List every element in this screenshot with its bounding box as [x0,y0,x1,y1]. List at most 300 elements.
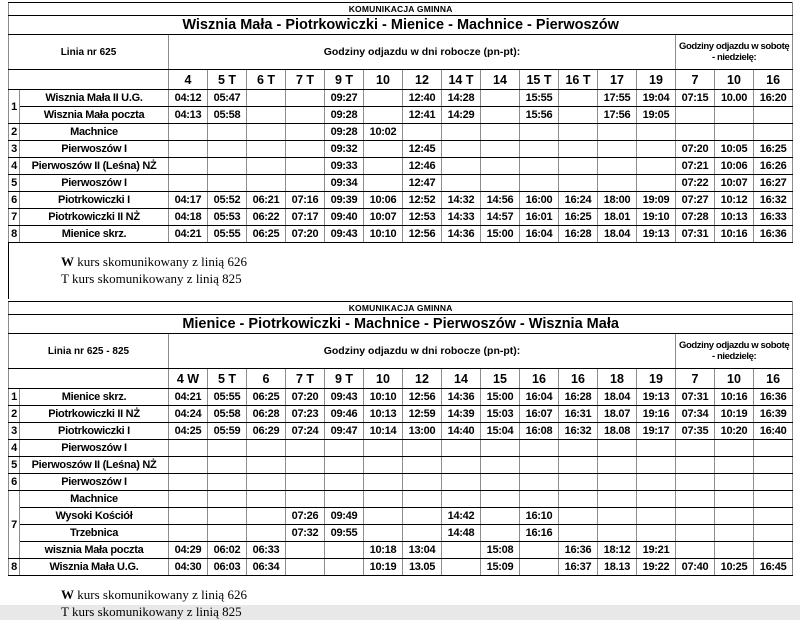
stop-name: Pierwoszów II (Leśna) NŻ [20,158,169,175]
time-cell [286,440,325,457]
time-cell: 07:24 [286,423,325,440]
time-cell [403,508,442,525]
time-cell [676,542,715,559]
time-cell: 06:22 [247,209,286,226]
time-cell: 18:12 [598,542,637,559]
route-title-row [9,315,793,334]
row-number: 8 [9,559,20,576]
time-cell: 16:04 [520,389,559,406]
gmina-banner: KOMUNIKACJA GMINNA [9,302,793,315]
stop-row [9,124,793,141]
time-cell [520,542,559,559]
hour-header: 9 T [325,369,364,389]
stop-row [9,525,793,542]
time-cell [247,440,286,457]
stop-row [9,389,793,406]
time-cell: 16:00 [520,192,559,209]
time-cell: 07:32 [286,525,325,542]
stop-row [9,192,793,209]
time-cell: 18:00 [598,192,637,209]
stop-row [9,175,793,192]
time-cell: 18.01 [598,209,637,226]
time-cell [637,158,676,175]
time-cell: 18.07 [598,406,637,423]
time-cell [169,508,208,525]
time-cell: 16:33 [754,209,793,226]
time-cell [247,474,286,491]
time-cell: 19:09 [637,192,676,209]
row-number: 1 [9,90,20,124]
route-title: Wisznia Mała - Piotrkowiczki - Mienice - Machnice - Pierwoszów [9,16,793,35]
time-cell [208,491,247,508]
time-cell: 06:33 [247,542,286,559]
time-cell: 05:52 [208,192,247,209]
hour-header: 19 [637,369,676,389]
time-cell [559,90,598,107]
time-cell [286,542,325,559]
time-cell: 19:16 [637,406,676,423]
time-cell: 14:32 [442,192,481,209]
stop-row [9,423,793,440]
stop-row [9,559,793,576]
time-cell: 16:25 [559,209,598,226]
time-cell [403,491,442,508]
time-cell: 19:13 [637,226,676,243]
time-cell [676,124,715,141]
hours-header-row [9,70,793,90]
time-cell: 09:34 [325,175,364,192]
time-cell: 09:46 [325,406,364,423]
footnote-text: kurs skomunikowany z linią 825 [68,604,242,619]
hour-header: 18 [598,369,637,389]
time-cell [403,525,442,542]
row-number: 7 [9,491,20,559]
line-number-label: Linia nr 625 - 825 [9,334,169,369]
time-cell: 14:48 [442,525,481,542]
time-cell: 06:34 [247,559,286,576]
footnote-text: kurs skomunikowany z linią 626 [74,254,247,269]
time-cell [637,508,676,525]
time-cell [169,158,208,175]
time-cell: 19:21 [637,542,676,559]
time-cell [169,491,208,508]
time-cell [676,457,715,474]
footnote-symbol: T [61,271,69,286]
stop-name: Pierwoszów II (Leśna) NŻ [20,457,169,474]
time-cell [169,525,208,542]
hour-header: 6 T [247,70,286,90]
time-cell: 10:13 [364,406,403,423]
corner-empty [9,70,169,90]
time-cell [364,457,403,474]
time-cell [169,457,208,474]
time-cell [247,141,286,158]
time-cell: 15:00 [481,226,520,243]
time-cell: 15:03 [481,406,520,423]
stop-name: Machnice [20,491,169,508]
time-cell [403,440,442,457]
weekend-header [676,334,793,369]
time-cell [208,158,247,175]
time-cell: 13:00 [403,423,442,440]
time-cell: 16:20 [754,90,793,107]
timetable-2 [8,301,793,576]
row-number: 2 [9,124,20,141]
time-cell: 09:49 [325,508,364,525]
time-cell: 04:12 [169,90,208,107]
time-cell [247,508,286,525]
banner-row [9,302,793,315]
time-cell: 12:56 [403,389,442,406]
time-cell [481,457,520,474]
hour-header: 10 [364,369,403,389]
time-cell: 14:29 [442,107,481,124]
time-cell [442,474,481,491]
stop-row [9,542,793,559]
time-cell: 10:16 [715,389,754,406]
time-cell: 10:07 [364,209,403,226]
footnote-text: kurs skomunikowany z linią 626 [74,587,247,602]
time-cell: 10:10 [364,389,403,406]
hour-header: 15 [481,369,520,389]
footnote-text: kurs skomunikowany z linią 825 [68,271,242,286]
time-cell: 12:46 [403,158,442,175]
time-cell: 10:25 [715,559,754,576]
time-cell [247,124,286,141]
time-cell: 10:06 [715,158,754,175]
stop-name: Pierwoszów I [20,175,169,192]
time-cell [754,474,793,491]
time-cell [247,491,286,508]
time-cell [754,107,793,124]
time-cell: 10:20 [715,423,754,440]
time-cell [325,559,364,576]
footnote-symbol: T [61,604,69,619]
time-cell: 05:59 [208,423,247,440]
time-cell [169,440,208,457]
time-cell: 12:59 [403,406,442,423]
weekend-header-line: - niedzielę: [711,351,757,362]
time-cell: 04:21 [169,389,208,406]
time-cell [325,457,364,474]
time-cell [481,158,520,175]
stop-name: Piotrkowiczki I [20,423,169,440]
time-cell: 15:08 [481,542,520,559]
row-number: 6 [9,474,20,491]
time-cell [403,124,442,141]
hour-header: 14 [481,70,520,90]
time-cell: 17:56 [598,107,637,124]
row-number: 5 [9,175,20,192]
time-cell: 12:56 [403,226,442,243]
stop-name: Machnice [20,124,169,141]
time-cell [442,175,481,192]
time-cell [520,474,559,491]
stop-row [9,209,793,226]
time-cell [520,440,559,457]
time-cell: 07:40 [676,559,715,576]
time-cell: 07:27 [676,192,715,209]
time-cell [481,124,520,141]
time-cell: 19:22 [637,559,676,576]
time-cell [403,474,442,491]
time-cell: 09:40 [325,209,364,226]
time-cell [637,525,676,542]
time-cell [598,508,637,525]
time-cell [637,124,676,141]
time-cell: 16:26 [754,158,793,175]
time-cell: 07:34 [676,406,715,423]
stop-name: Pierwoszów I [20,440,169,457]
footnotes-2 [8,586,792,620]
time-cell: 09:33 [325,158,364,175]
time-cell: 18.04 [598,226,637,243]
time-cell: 07:20 [286,226,325,243]
time-cell: 10:18 [364,542,403,559]
weekend-hour-header: 7 [676,369,715,389]
time-cell: 16:31 [559,406,598,423]
time-cell [754,525,793,542]
time-cell: 16:36 [754,389,793,406]
weekday-header: Godziny odjazdu w dni robocze (pn-pt): [169,334,676,369]
stop-row [9,158,793,175]
time-cell [442,141,481,158]
route-title: Mienice - Piotrkowiczki - Machnice - Pierwoszów - Wisznia Mała [9,315,793,334]
stop-name: Piotrkowiczki II NŻ [20,406,169,423]
stop-row [9,491,793,508]
time-cell [559,124,598,141]
time-cell [754,124,793,141]
time-cell: 15:55 [520,90,559,107]
time-cell [481,491,520,508]
time-cell [481,90,520,107]
weekend-hour-header: 16 [754,369,793,389]
time-cell [364,440,403,457]
time-cell: 04:30 [169,559,208,576]
time-cell [325,491,364,508]
stop-name: Trzebnica [20,525,169,542]
time-cell [520,491,559,508]
time-cell [520,457,559,474]
time-cell [208,525,247,542]
time-cell [715,474,754,491]
row-number: 4 [9,158,20,175]
time-cell: 05:55 [208,226,247,243]
time-cell: 14:56 [481,192,520,209]
time-cell: 06:25 [247,389,286,406]
time-cell: 19:10 [637,209,676,226]
stop-name: Mienice skrz. [20,226,169,243]
time-cell [208,474,247,491]
stop-row [9,508,793,525]
time-cell [481,525,520,542]
time-cell [286,90,325,107]
weekend-hour-header: 7 [676,70,715,90]
time-cell [364,90,403,107]
time-cell: 04:18 [169,209,208,226]
time-cell: 15:00 [481,389,520,406]
time-cell [169,175,208,192]
hour-header: 16 [559,369,598,389]
time-cell [286,175,325,192]
time-cell [676,440,715,457]
time-cell [715,457,754,474]
line-number-label: Linia nr 625 [9,35,169,70]
time-cell: 09:43 [325,389,364,406]
time-cell: 06:02 [208,542,247,559]
footnotes-1 [8,253,792,287]
time-cell: 04:17 [169,192,208,209]
time-cell [598,141,637,158]
time-cell [169,124,208,141]
weekend-hour-header: 10 [715,70,754,90]
row-number: 3 [9,423,20,440]
time-cell: 05:58 [208,107,247,124]
banner-row [9,3,793,16]
hour-header: 7 T [286,369,325,389]
time-cell [442,457,481,474]
time-cell: 16:32 [754,192,793,209]
time-cell: 16:01 [520,209,559,226]
time-cell [325,440,364,457]
hour-header: 7 T [286,70,325,90]
time-cell [637,440,676,457]
time-cell: 19:05 [637,107,676,124]
time-cell: 16:27 [754,175,793,192]
time-cell: 05:47 [208,90,247,107]
time-cell: 10:16 [715,226,754,243]
time-cell [676,508,715,525]
time-cell [247,525,286,542]
time-cell [481,440,520,457]
time-cell [481,175,520,192]
time-cell [325,474,364,491]
time-cell: 09:28 [325,107,364,124]
stop-row [9,90,793,107]
time-cell: 09:47 [325,423,364,440]
time-cell [676,474,715,491]
time-cell: 10:12 [715,192,754,209]
time-cell [715,440,754,457]
footnote-symbol: W [61,587,74,602]
time-cell [286,491,325,508]
stop-row [9,440,793,457]
time-cell [364,474,403,491]
row-number: 6 [9,192,20,209]
stop-name: wisznia Mała poczta [20,542,169,559]
row-number: 5 [9,457,20,474]
stop-name: Wisznia Mała U.G. [20,559,169,576]
time-cell [598,440,637,457]
time-cell [286,141,325,158]
time-cell: 07:20 [676,141,715,158]
time-cell [481,508,520,525]
time-cell [715,124,754,141]
hour-header: 19 [637,70,676,90]
time-cell: 15:56 [520,107,559,124]
time-cell: 10:05 [715,141,754,158]
time-cell: 09:43 [325,226,364,243]
hour-header: 6 [247,369,286,389]
time-cell: 16:36 [754,226,793,243]
weekend-header [676,35,793,70]
scan-edge-line [8,243,9,299]
time-cell [559,474,598,491]
time-cell: 07:22 [676,175,715,192]
time-cell [676,107,715,124]
time-cell: 14:36 [442,389,481,406]
time-cell [559,525,598,542]
time-cell [481,474,520,491]
time-cell [520,559,559,576]
time-cell: 16:28 [559,389,598,406]
time-cell: 16:45 [754,559,793,576]
time-cell: 15:04 [481,423,520,440]
hour-header: 15 T [520,70,559,90]
time-cell: 18.04 [598,389,637,406]
time-cell: 07:20 [286,389,325,406]
time-cell [208,440,247,457]
time-cell [247,175,286,192]
time-cell: 07:15 [676,90,715,107]
time-cell: 10:10 [364,226,403,243]
stop-row [9,457,793,474]
time-cell [637,175,676,192]
row-number: 2 [9,406,20,423]
time-cell: 16:04 [520,226,559,243]
time-cell [442,440,481,457]
time-cell [754,457,793,474]
time-cell [364,141,403,158]
row-number: 1 [9,389,20,406]
time-cell: 12:47 [403,175,442,192]
time-cell [364,175,403,192]
time-cell [442,559,481,576]
time-cell: 18.13 [598,559,637,576]
time-cell: 16:28 [559,226,598,243]
row-number: 4 [9,440,20,457]
timetable-1 [8,2,793,243]
stop-name: Wisznia Mała II U.G. [20,90,169,107]
row-number: 7 [9,209,20,226]
time-cell: 04:25 [169,423,208,440]
time-cell: 12:40 [403,90,442,107]
time-cell: 14:36 [442,226,481,243]
time-cell: 07:16 [286,192,325,209]
time-cell [754,440,793,457]
footnote-symbol: W [61,254,74,269]
time-cell: 14:33 [442,209,481,226]
time-cell [754,491,793,508]
time-cell: 09:32 [325,141,364,158]
time-cell [364,508,403,525]
hour-header: 14 T [442,70,481,90]
hour-header: 14 [442,369,481,389]
time-cell: 04:24 [169,406,208,423]
time-cell: 07:35 [676,423,715,440]
time-cell [559,141,598,158]
section-header-row [9,334,793,369]
time-cell: 16:37 [559,559,598,576]
hour-header: 4 [169,70,208,90]
hour-header: 10 [364,70,403,90]
section-header-row [9,35,793,70]
time-cell: 05:55 [208,389,247,406]
time-cell [559,440,598,457]
time-cell: 06:28 [247,406,286,423]
time-cell [598,491,637,508]
time-cell [715,525,754,542]
